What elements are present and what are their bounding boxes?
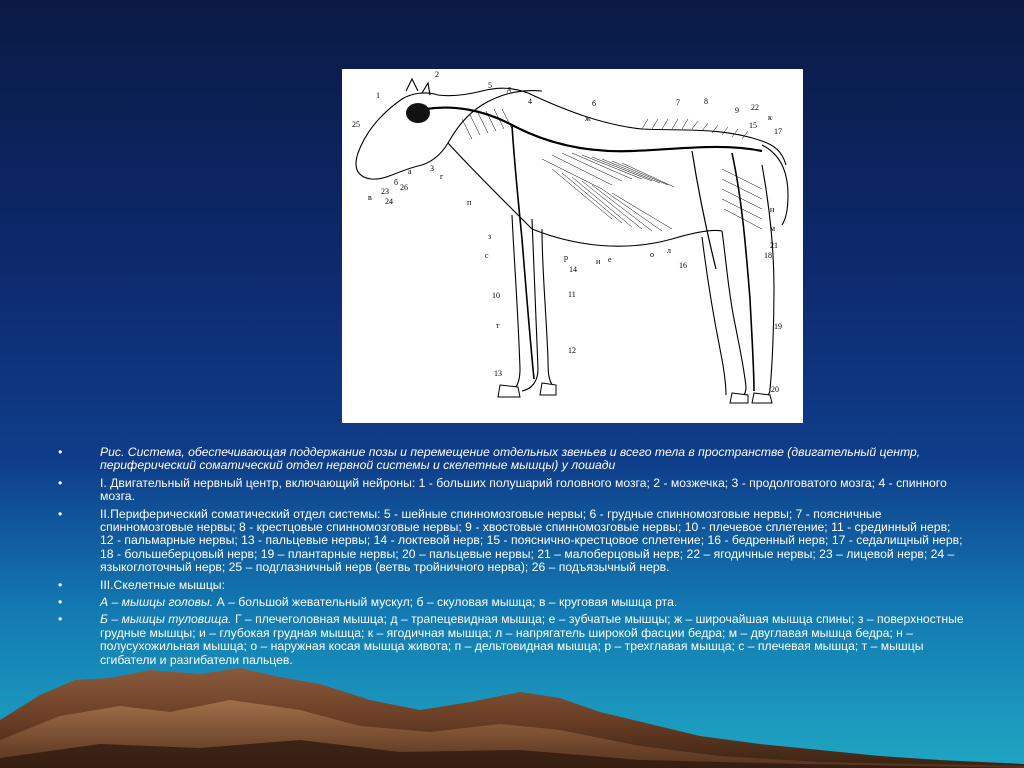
label-s: с: [485, 251, 489, 260]
label-20: 20: [771, 385, 779, 394]
label-5: 5: [488, 81, 492, 90]
nerve-lines: [426, 108, 762, 391]
bullet-item-caption: [58, 446, 964, 473]
label-12: 12: [568, 346, 576, 355]
label-r: р: [564, 253, 568, 262]
label-o: о: [650, 250, 654, 259]
label-17: 17: [774, 127, 782, 136]
label-i: и: [596, 257, 601, 266]
label-v: в: [368, 193, 372, 202]
bullet-text: II.Периферический соматический отдел системы: 5 - шейные спинномозговые нервы; 6 - грудные спинномозговые нервы; 7 - поясничные спинномозговые нервы; 8 - крестцовые спинномозговые нервы; 9 - хвостовые спинномозговые нервы; 10 - плечевое сплетение; 11 - срединный нерв; 12 - пальмарные нервы; 13 - пальцевые нервы; 14 - локтевой нерв; 15 - пояснично-крестцовое сплетение; 16 - бедренный нерв; 17 - седалищный нерв; 18 - большеберцовый нерв; 19 – плантарные нервы; 20 – пальцевые нервы; 21 – малоберцовый нерв; 22 – ягодичные нервы; 23 – лицевой нерв; 24 – языкоглоточный нерв; 25 – подглазничный нерв (ветвь тройничного нерва); 26 – подъязычный нерв.: [100, 506, 963, 575]
bullet-text: III.Скелетные мышцы:: [100, 577, 225, 592]
bullet-glyph: •: [58, 506, 63, 521]
label-t: т: [496, 321, 500, 330]
label-8: 8: [704, 97, 708, 106]
bullet-prefix: А – мышцы головы.: [100, 595, 214, 610]
bullet-item-trunk-muscles: [58, 613, 964, 667]
label-21: 21: [770, 241, 778, 250]
label-11: 11: [568, 290, 576, 299]
label-18: 18: [764, 251, 772, 260]
bullet-text: Г – плечеголовная мышца; д – трапецевидная мышца; е – зубчатые мышцы; ж – широчайшая мышца спины; з – поверхностные грудные мышцы; и – глубокая грудная мышца; к – ягодичная мышца; л – напрягатель широкой фасции бедра; м – двуглавая мышца бедра; н – полусухожильная мышца; о – наружная косая мышца живота; п – дельтовидная мышца; р – трехглавая мышца; с – плечевая мышца; т – мышцы сгибатели и разгибатели пальцев.: [100, 612, 964, 667]
label-22: 22: [751, 103, 759, 112]
label-z: з: [488, 232, 492, 241]
label-l: л: [667, 246, 671, 255]
label-3: 3: [430, 164, 434, 173]
bullet-prefix: Б – мышцы туловища.: [100, 612, 232, 627]
horse-nervous-system-figure: [342, 69, 803, 423]
label-16: 16: [679, 261, 687, 270]
label-e: е: [608, 255, 612, 264]
label-a: а: [408, 167, 412, 176]
label-7: 7: [676, 98, 680, 107]
label-26: 26: [400, 183, 408, 192]
label-23: 23: [381, 187, 389, 196]
bullet-glyph: •: [58, 577, 63, 592]
bullet-glyph: •: [58, 445, 63, 459]
bullet-text: I. Двигательный нервный центр, включающий нейроны: 1 - больших полушарий головного мозга; 2 - мозжечка; 3 - продолговатого мозга; 4 - спинного мозга.: [100, 475, 947, 504]
label-10: 10: [492, 291, 500, 300]
horse-diagram: [342, 69, 803, 423]
label-zh: ж: [585, 114, 591, 123]
label-15: 15: [749, 121, 757, 130]
label-p: п: [467, 198, 472, 207]
label-d: д: [507, 84, 512, 93]
bullet-glyph: •: [58, 612, 63, 627]
label-6: 6: [592, 99, 596, 108]
label-9: 9: [735, 106, 739, 115]
hooves: [498, 383, 772, 403]
bullet-item-motor-center: [58, 477, 964, 504]
label-1: 1: [376, 91, 380, 100]
caption-bullets: [58, 446, 964, 671]
label-b: б: [394, 178, 399, 187]
bullet-item-muscles: [58, 579, 964, 592]
label-2: 2: [435, 70, 439, 79]
bullet-glyph: •: [58, 595, 63, 610]
label-25: 25: [352, 120, 360, 129]
label-n: н: [770, 205, 775, 214]
bullet-text: А – большой жевательный мускул; б – скуловая мышца; в – круговая мышца рта.: [213, 595, 678, 610]
label-24: 24: [385, 197, 393, 206]
brain-shape: [406, 103, 430, 123]
bullet-item-head-muscles: [58, 596, 964, 609]
label-19: 19: [774, 322, 782, 331]
muscle-hatching: [462, 109, 762, 231]
label-14: 14: [569, 265, 577, 274]
label-g: г: [440, 172, 444, 181]
bullet-glyph: •: [58, 475, 63, 490]
label-k: к: [768, 113, 772, 122]
label-13: 13: [494, 369, 502, 378]
bullet-text: Рис. Система, обеспечивающая поддержание позы и перемещение отдельных звеньев и всего тела в пространстве (двигательный центр, периферический соматический отдел нервной системы и скелетные мышцы) у лошади: [100, 445, 921, 473]
label-m: м: [770, 224, 776, 233]
bullet-item-peripheral: [58, 508, 964, 575]
label-4: 4: [528, 97, 532, 106]
